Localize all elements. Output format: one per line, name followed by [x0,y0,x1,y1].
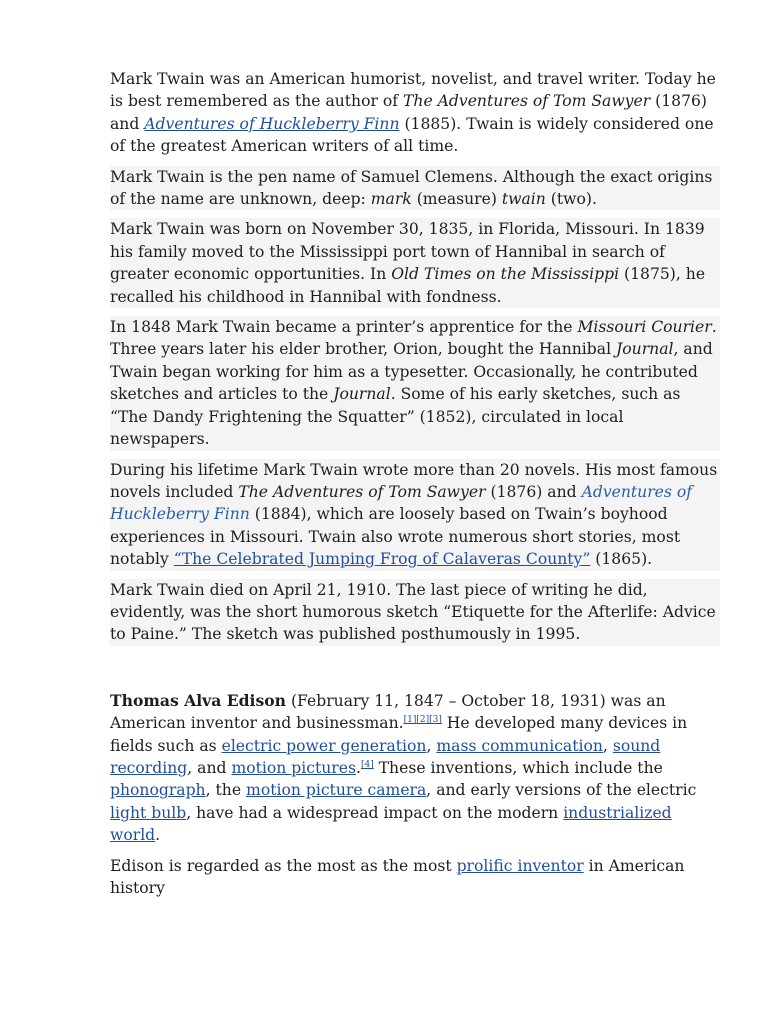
motion-picture-camera-link[interactable]: motion picture camera [246,781,427,800]
citation-3-link[interactable]: [3] [429,714,442,725]
sound-recording-link[interactable]: sound recording [110,736,661,777]
word-twain: twain [501,190,546,209]
edison-paragraph-intro: Thomas Alva Edison (February 11, 1847 – October 18, 1931) was an American inventor and businessman.[1][2][3] He developed many devices in fields such as electric power generation, mass communication, sound recording, and motion pictures.[4] These inventions, which include the phonograph, the motion picture camera, and early versions of the electric light bulb, have had a widespread impact on the modern industrialized world. [110,690,697,845]
title-journal: Journal [616,340,674,359]
edison-paragraph-prolific: Edison is regarded as the most as the most prolific inventor in American history [110,856,685,897]
citation-refs [404,715,442,725]
prolific-inventor-link[interactable]: prolific inventor [456,856,584,875]
twain-paragraph-birth: Mark Twain was born on November 30, 1835, in Florida, Missouri. In 1839 his family moved to the Mississippi port town of Hannibal in search of greater economic opportunities. In Old Times on the Mississippi (1875), he recalled his childhood in Hannibal with fondness. [110,218,720,308]
citation-refs [361,760,374,770]
document-page [110,68,720,907]
electric-power-generation-link[interactable]: electric power generation [221,736,427,755]
title-missouri-courier: Missouri Courier [577,318,712,337]
citation-1-link[interactable]: [1] [403,714,417,725]
edison-name: Thomas Alva Edison [110,690,287,710]
twain-paragraph-pen-name: Mark Twain is the pen name of Samuel Clemens. Although the exact origins of the name are unknown, deep: mark (measure) twain (two). [110,166,720,211]
jumping-frog-link[interactable]: “The Celebrated Jumping Frog of Calaveras County” [173,550,591,569]
book-title-old-times: Old Times on the Mississippi [391,265,620,284]
mass-communication-link[interactable]: mass communication [436,736,603,755]
light-bulb-link[interactable]: light bulb [110,803,187,822]
huckleberry-finn-link[interactable]: Adventures of Huckleberry Finn [144,114,400,133]
section-gap [110,654,720,690]
industrialized-world-link[interactable]: industrialized world [110,803,672,845]
title-journal: Journal [333,385,391,404]
motion-pictures-link[interactable]: motion pictures [231,758,356,777]
book-title-tom-sawyer: The Adventures of Tom Sawyer [403,92,651,111]
book-title-huckleberry-finn: Adventures of Huckleberry Finn [110,482,693,524]
citation-4-link[interactable]: [4] [360,759,374,770]
phonograph-link[interactable]: phonograph [110,781,206,800]
citation-2-link[interactable]: [2] [416,714,430,725]
word-mark: mark [370,190,412,209]
twain-paragraph-intro: Mark Twain was an American humorist, novelist, and travel writer. Today he is best remembered as the author of The Adventures of Tom Sawyer (1876) and Adventures of Huckleberry Finn (1885). Twain is widely considered one of the greatest American writers of all time. [110,70,716,156]
book-title-tom-sawyer: The Adventures of Tom Sawyer [238,482,486,501]
twain-paragraph-printer: In 1848 Mark Twain became a printer’s apprentice for the Missouri Courier. Three years later his elder brother, Orion, bought the Hannibal Journal, and Twain began working for him as a typesetter. Occasionally, he contributed sketches and articles to the Journal. Some of his early sketches, such as “The Dandy Frightening the Squatter” (1852), circulated in local newspapers. [110,316,720,450]
twain-paragraph-death: Mark Twain died on April 21, 1910. The last piece of writing he did, evidently, was the short humorous sketch “Etiquette for the Afterlife: Advice to Paine.” The sketch was published posthumously in 1995. [110,579,720,646]
twain-paragraph-novels: During his lifetime Mark Twain wrote more than 20 novels. His most famous novels included The Adventures of Tom Sawyer (1876) and Adventures of Huckleberry Finn (1884), which are loosely based on Twain’s boyhood experiences in Missouri. Twain also wrote numerous short stories, most notably “The Celebrated Jumping Frog of Calaveras County” (1865). [110,459,720,571]
